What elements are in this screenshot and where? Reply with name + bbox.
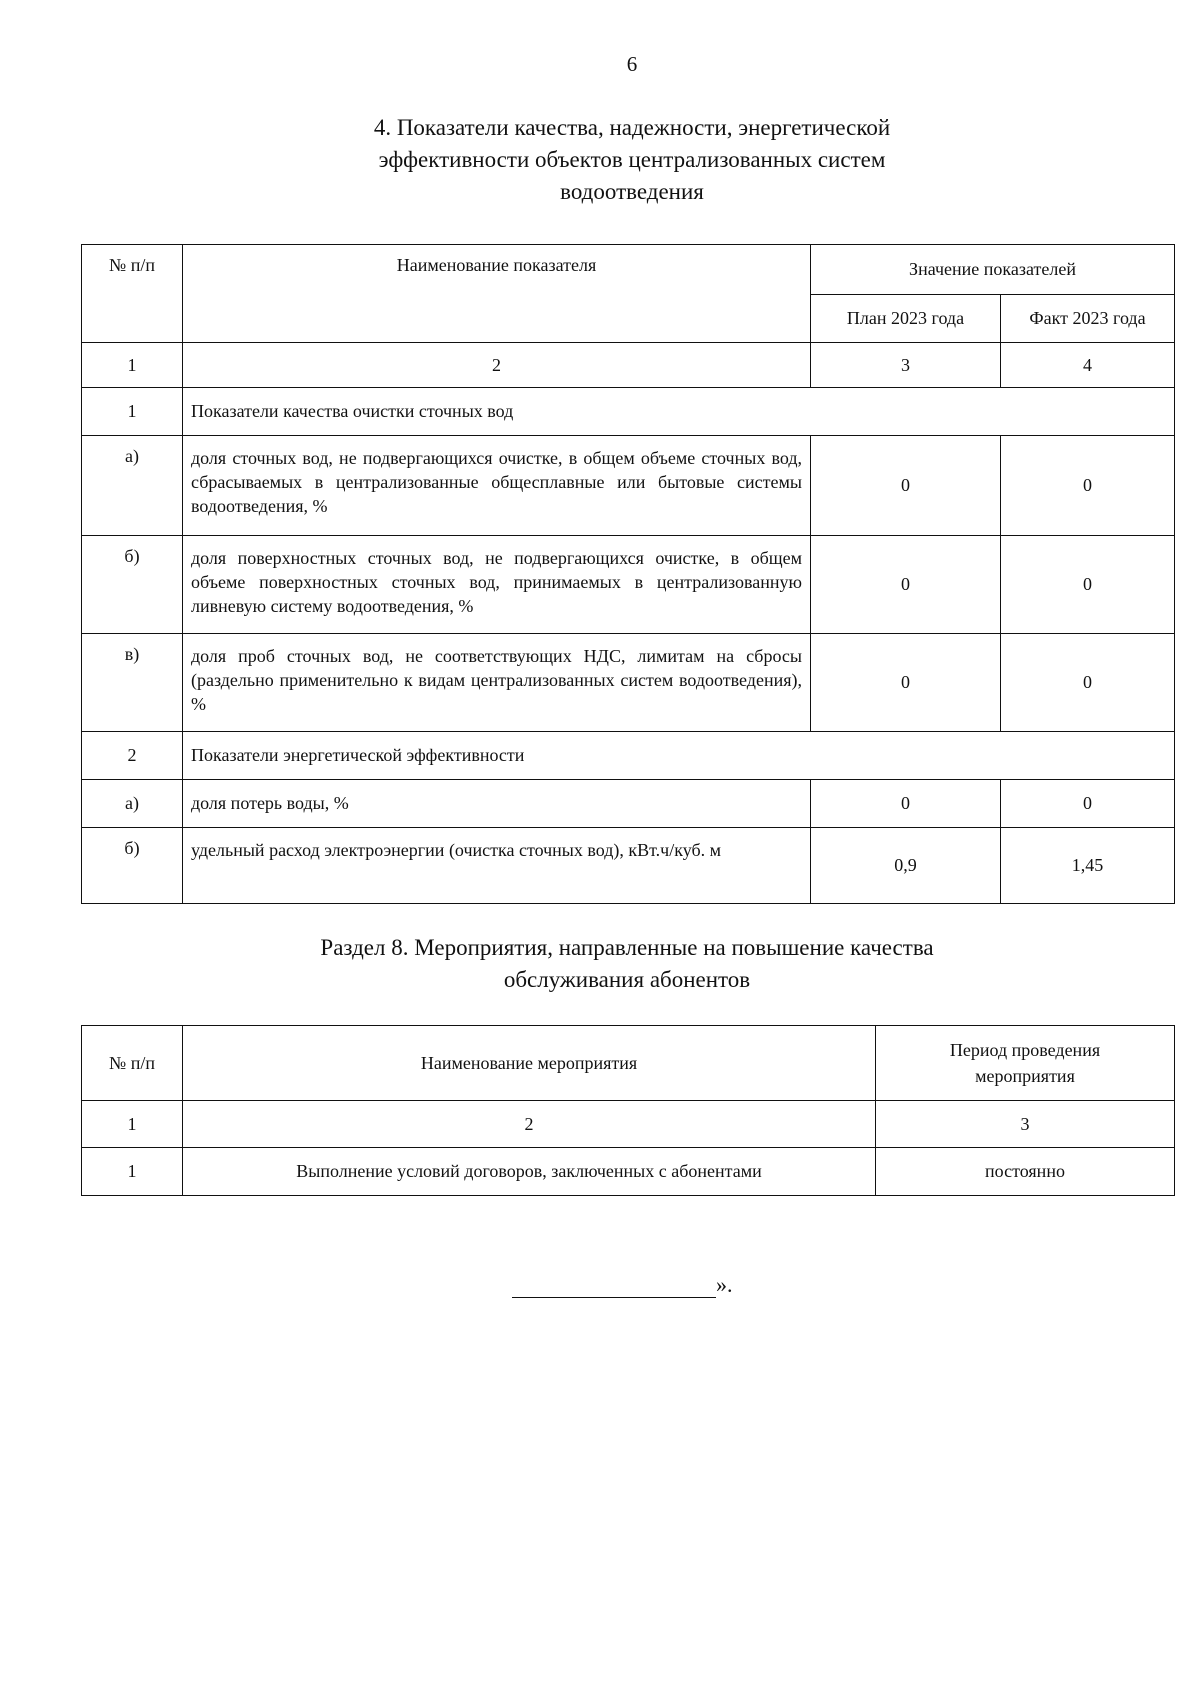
header-plan: План 2023 года [811,295,1001,343]
header-indicator-name: Наименование показателя [183,245,811,343]
page-number: 6 [626,52,638,76]
group-row [82,732,1175,780]
column-index-row [82,1101,1175,1148]
row-name: доля сточных вод, не подвергающихся очистке, в общем объеме сточных вод, сбрасываемых в централизованные общесплавные или бытовые системы водоотведения, % [183,436,811,536]
row-period: постоянно [876,1148,1175,1196]
row-num: а) [82,436,183,536]
row-fact: 0 [1001,780,1175,828]
section-8-title [0,932,1200,996]
header-period-line: мероприятия [975,1066,1075,1086]
header-num: № п/п [82,245,183,343]
section-4-title-line: эффективности объектов централизованных систем [378,147,886,172]
row-name: доля поверхностных сточных вод, не подвергающихся очистке, в общем объеме поверхностных сточных вод, принимаемых в централизованную ливневую систему водоотведения, % [183,536,811,634]
row-num: 1 [82,1148,183,1196]
header-period-line: Период проведения [949,1040,1101,1060]
group-num: 1 [82,388,183,436]
row-fact: 0 [1001,436,1175,536]
header-fact: Факт 2023 года [1001,295,1175,343]
row-num: а) [82,780,183,828]
index-cell: 1 [82,343,183,388]
column-index-row [82,343,1175,388]
group-title: Показатели энергетической эффективности [183,732,1175,780]
index-cell: 2 [183,343,811,388]
section-4-title [0,112,1200,208]
row-plan: 0 [811,780,1001,828]
table-row [82,536,1175,634]
signature-underline [512,1275,716,1298]
row-name: удельный расход электроэнергии (очистка сточных вод), кВт.ч/куб. м [183,828,811,904]
closing-quote: ». [716,1272,733,1297]
table-row [82,1148,1175,1196]
row-plan: 0 [811,634,1001,732]
table-row [82,828,1175,904]
row-plan: 0 [811,436,1001,536]
header-period [876,1026,1175,1101]
table-row [82,780,1175,828]
closing-signature-line [512,1272,733,1298]
table-row [82,634,1175,732]
row-plan: 0 [811,536,1001,634]
row-num: б) [82,536,183,634]
row-fact: 0 [1001,536,1175,634]
index-cell: 3 [811,343,1001,388]
row-name: доля потерь воды, % [183,780,811,828]
table-row [82,436,1175,536]
row-fact: 0 [1001,634,1175,732]
row-num: б) [82,828,183,904]
section-4-title-line: 4. Показатели качества, надежности, энергетической [373,115,891,140]
row-name: доля проб сточных вод, не соответствующих НДС, лимитам на сбросы (раздельно применительно к видам централизованных систем водоотведения), % [183,634,811,732]
quality-indicators-table [81,244,1175,904]
group-num: 2 [82,732,183,780]
row-num: в) [82,634,183,732]
index-cell: 2 [183,1101,876,1148]
group-title: Показатели качества очистки сточных вод [183,388,1175,436]
index-cell: 4 [1001,343,1175,388]
header-measure-name: Наименование мероприятия [183,1026,876,1101]
section-8-title-line: обслуживания абонентов [503,967,751,992]
header-values: Значение показателей [811,245,1175,295]
row-name: Выполнение условий договоров, заключенных с абонентами [183,1148,876,1196]
row-plan: 0,9 [811,828,1001,904]
header-num: № п/п [82,1026,183,1101]
section-8-title-line: Раздел 8. Мероприятия, направленные на повышение качества [320,935,934,960]
section-4-title-line: водоотведения [560,179,704,204]
row-fact: 1,45 [1001,828,1175,904]
index-cell: 1 [82,1101,183,1148]
group-row [82,388,1175,436]
index-cell: 3 [876,1101,1175,1148]
measures-table [81,1025,1175,1196]
